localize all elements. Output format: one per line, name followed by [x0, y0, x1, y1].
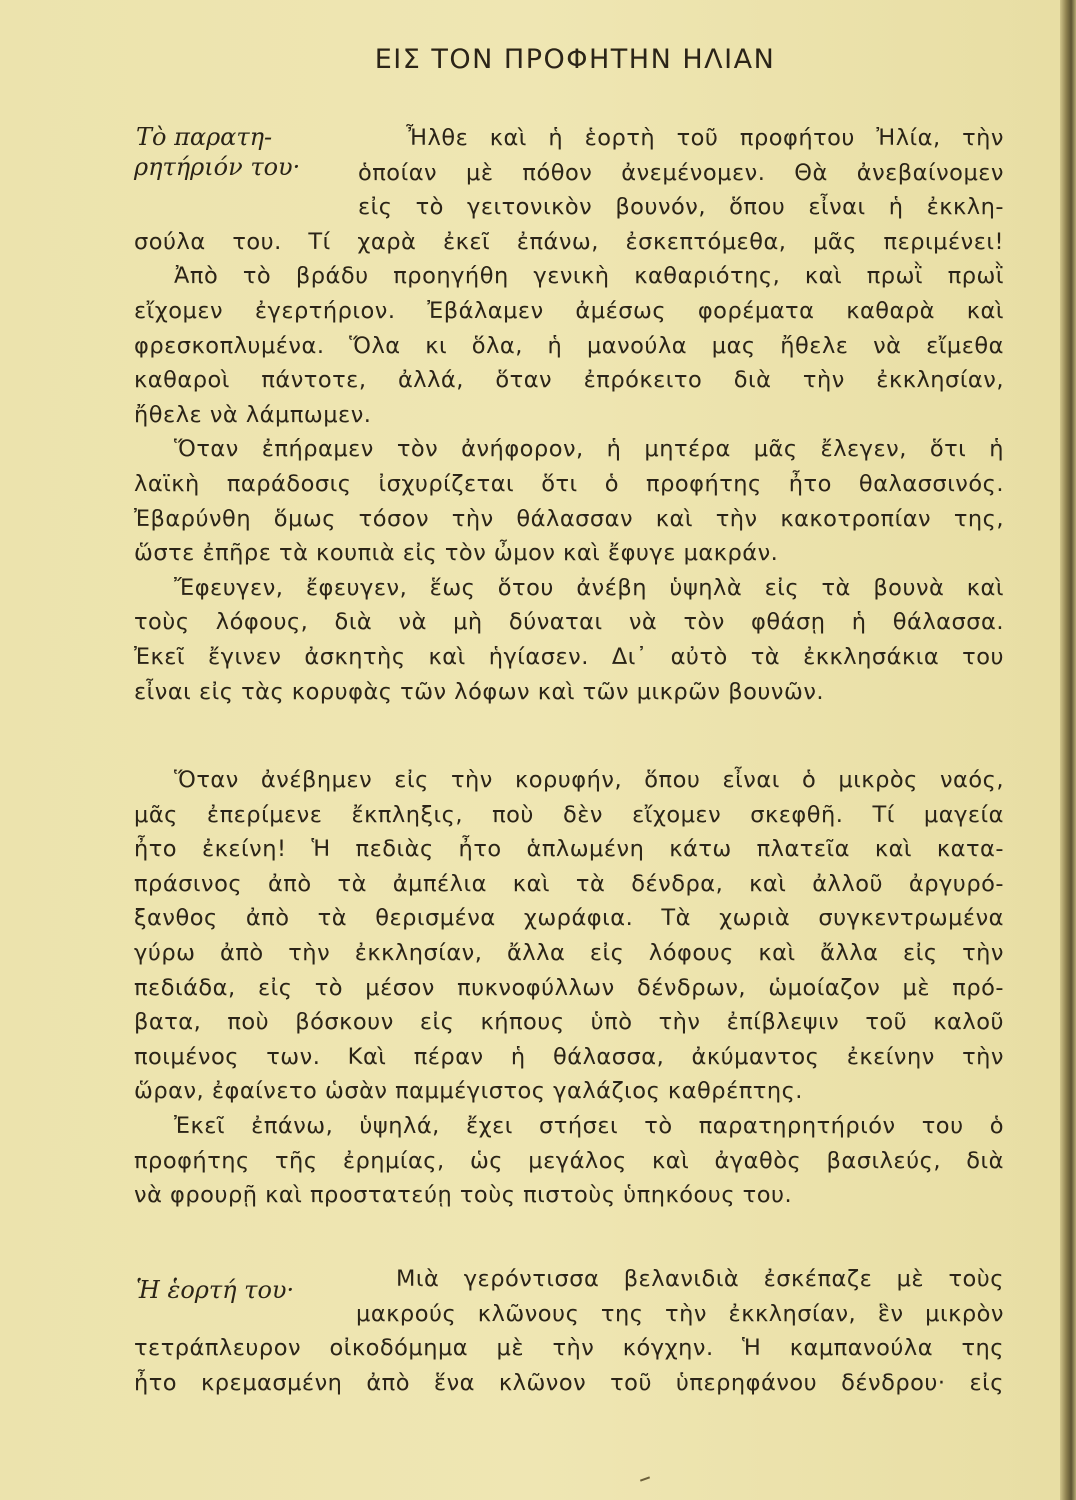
- text-line: Μιὰ γερόντισσα βελανιδιὰ ἐσκέπαζε μὲ τοὺς: [396, 1266, 1004, 1292]
- text-line: μακρούς κλῶνους της τὴν ἐκκλησίαν, ἓν μικρὸν: [356, 1300, 1004, 1327]
- text-line: προφήτης τῆς ἐρημίας, ὡς μεγάλος καὶ ἀγαθὸς βασιλεύς, διὰ: [134, 1147, 1004, 1174]
- section-1: [134, 121, 1004, 709]
- page-title: ΕΙΣ ΤΟΝ ΠΡΟΦΗΤΗΝ ΗΛΙΑΝ: [374, 44, 776, 75]
- text-line: εἶναι εἰς τὰς κορυφὰς τῶν λόφων καὶ τῶν μικρῶν βουνῶν.: [134, 678, 825, 705]
- text-line: ἦτο ἐκείνη! Ἡ πεδιὰς ἦτο ἁπλωμένη κάτω πλατεῖα καὶ κατα-: [134, 836, 1004, 863]
- text-line: ὁποίαν μὲ πόθον ἀνεμένομεν. Θὰ ἀνεβαίνομεν: [358, 159, 1004, 186]
- text-line: σούλα του. Τί χαρὰ ἐκεῖ ἐπάνω, ἐσκεπτόμεθα, μᾶς περιμένει!: [134, 228, 1004, 255]
- sidenote-line: Ἡ ἑορτή του·: [136, 1276, 295, 1304]
- text-line: τετράπλευρον οἰκοδόμημα μὲ τὴν κόγχην. Ἡ καμπανούλα της: [134, 1335, 1004, 1362]
- text-line: τοὺς λόφους, διὰ νὰ μὴ δύναται νὰ τὸν φθάσῃ ἡ θάλασσα.: [134, 609, 1004, 636]
- text-line: ὥστε ἐπῆρε τὰ κουπιὰ εἰς τὸν ὦμον καὶ ἔφυγε μακράν.: [134, 540, 779, 567]
- text-line: λαϊκὴ παράδοσις ἰσχυρίζεται ὅτι ὁ προφήτης ἦτο θαλασσινός.: [134, 470, 1004, 497]
- text-line: ὥραν, ἐφαίνετο ὡσὰν παμμέγιστος γαλάζιος καθρέπτης.: [134, 1078, 803, 1105]
- text-line: ἦτο κρεμασμένη ἀπὸ ἕνα κλῶνον τοῦ ὑπερηφάνου δένδρου· εἰς: [134, 1369, 1004, 1396]
- sidenote-line: ρητήριόν του·: [134, 153, 301, 181]
- text-line: Ἦλθε καὶ ἡ ἑορτὴ τοῦ προφήτου Ἠλία, τὴν: [406, 125, 1004, 151]
- text-line: φρεσκοπλυμένα. Ὅλα κι ὅλα, ἡ μανούλα μας ἤθελε νὰ εἴμεθα: [134, 332, 1004, 359]
- text-line: Ὅταν ἀνέβημεν εἰς τὴν κορυφήν, ὅπου εἶναι ὁ μικρὸς ναός,: [174, 767, 1004, 793]
- text-line: ξανθος ἀπὸ τὰ θερισμένα χωράφια. Τὰ χωριὰ συγκεντρωμένα: [134, 905, 1004, 932]
- text-line: γύρω ἀπὸ τὴν ἐκκλησίαν, ἄλλα εἰς λόφους καὶ ἄλλα εἰς τὴν: [134, 939, 1004, 966]
- text-line: Ἐκεῖ ἔγινεν ἀσκητὴς καὶ ἡγίασεν. Δι᾽ αὐτὸ τὰ ἐκκλησάκια του: [134, 643, 1004, 670]
- text-line: καθαροὶ πάντοτε, ἀλλά, ὅταν ἐπρόκειτο διὰ τὴν ἐκκλησίαν,: [134, 367, 1004, 394]
- text-line: ποιμένος των. Καὶ πέραν ἡ θάλασσα, ἀκύμαντος ἐκείνην τὴν: [134, 1043, 1004, 1070]
- section-2: [134, 763, 1004, 1213]
- text-line: πράσινος ἀπὸ τὰ ἀμπέλια καὶ τὰ δένδρα, καὶ ἀλλοῦ ἀργυρό-: [134, 870, 1004, 897]
- text-line: πεδιάδα, εἰς τὸ μέσον πυκνοφύλλων δένδρων, ὡμοίαζον μὲ πρό-: [134, 974, 1004, 1001]
- text-line: Ἐβαρύνθη ὅμως τόσον τὴν θάλασσαν καὶ τὴν κακοτροπίαν της,: [134, 505, 1004, 532]
- page-edge: [1060, 0, 1076, 1500]
- text-line: βατα, ποὺ βόσκουν εἰς κήπους ὑπὸ τὴν ἐπίβλεψιν τοῦ καλοῦ: [134, 1009, 1004, 1036]
- text-line: νὰ φρουρῇ καὶ προστατεύῃ τοὺς πιστοὺς ὑπηκόους του.: [134, 1182, 793, 1209]
- text-line: Ἐκεῖ ἐπάνω, ὑψηλά, ἔχει στήσει τὸ παρατηρητήριόν του ὁ: [174, 1112, 1004, 1139]
- text-line: Ὅταν ἐπήραμεν τὸν ἀνήφορον, ἡ μητέρα μᾶς ἔλεγεν, ὅτι ἡ: [174, 436, 1004, 463]
- text-line: Ἀπὸ τὸ βράδυ προηγήθη γενικὴ καθαριότης, καὶ πρωῒ πρωῒ: [174, 263, 1004, 290]
- text-line: εἴχομεν ἐγερτήριον. Ἐβάλαμεν ἀμέσως φορέματα καθαρὰ καὶ: [134, 297, 1004, 324]
- sidenote-line: Τὸ παρατη-: [136, 123, 273, 151]
- text-line: μᾶς ἐπερίμενε ἔκπληξις, ποὺ δὲν εἴχομεν σκεφθῆ. Τί μαγεία: [134, 801, 1004, 828]
- text-line: εἰς τὸ γειτονικὸν βουνόν, ὅπου εἶναι ἡ ἐκκλη-: [358, 194, 1004, 221]
- text-line: Ἔφευγεν, ἔφευγεν, ἕως ὅτου ἀνέβη ὑψηλὰ εἰς τὰ βουνὰ καὶ: [174, 574, 1004, 601]
- text-line: ἤθελε νὰ λάμπωμεν.: [134, 401, 372, 428]
- section-3: [134, 1262, 1004, 1400]
